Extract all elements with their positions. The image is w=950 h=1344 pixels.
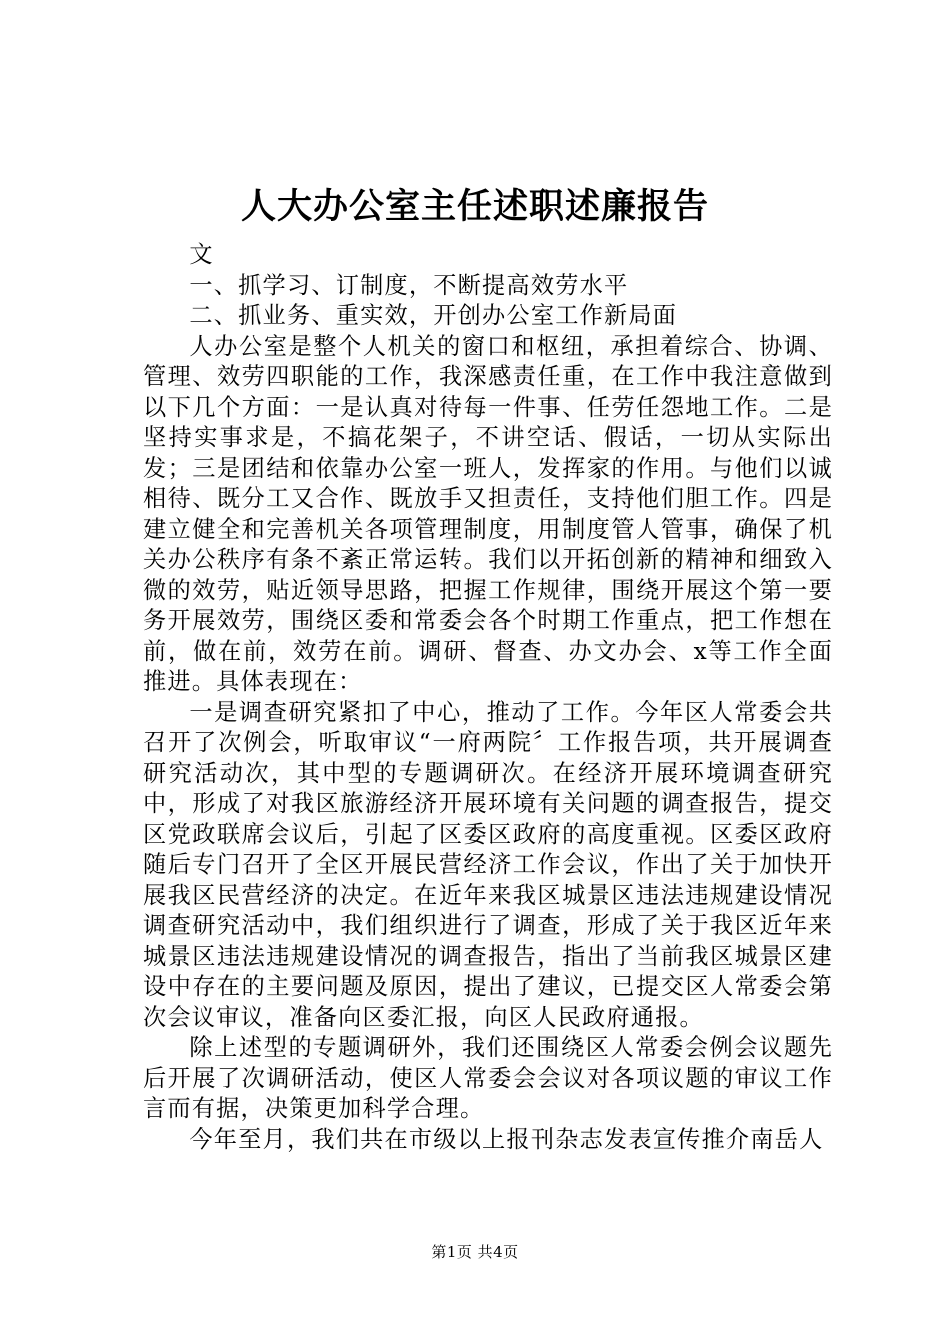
paragraph-office-duties: 人办公室是整个人机关的窗口和枢纽，承担着综合、协调、管理、效劳四职能的工作，我深感责任重，在工作中我注意做到以下几个方面：一是认真对待每一件事、任劳任怨地工作。二是坚持实事求是，不搞花架子，不讲空话、假话，一切从实际出发；三是团结和依靠办公室一班人，发挥家的作用。与他们以诚相待、既分工又合作、既放手又担责任，支持他们胆工作。四是建立健全和完善机关各项管理制度，用制度管人管事，确保了机关办公秩序有条不紊正常运转。我们以开拓创新的精神和细致入微的效劳，贴近领导思路，把握工作规律，围绕开展这个第一要务开展效劳，围绕区委和常委会各个时期工作重点，把工作想在前，做在前，效劳在前。调研、督查、办文办会、x等工作全面推进。具体表现在：: [143, 332, 833, 695]
paragraph-heading-1: 一、抓学习、订制度，不断提高效劳水平: [189, 271, 629, 299]
paragraph-research: 一是调查研究紧扣了中心，推动了工作。今年区人常委会共召开了次例会，听取审议“一府两院〞工作报告项，共开展调查研究活动次，其中型的专题调研次。在经济开展环境调查研究中，形成了对我区旅游经济开展环境有关问题的调查报告，提交区党政联席会议后，引起了区委区政府的高度重视。区委区政府随后专门召开了全区开展民营经济工作会议，作出了关于加快开展我区民营经济的决定。在近年来我区城景区违法违规建设情况调查研究活动中，我们组织进行了调查，形成了关于我区近年来城景区违法违规建设情况的调查报告，指出了当前我区城景区建设中存在的主要问题及原因，提出了建议，已提交区人常委会第次会议审议，准备向区委汇报，向区人民政府通报。: [143, 698, 833, 1031]
document-body: [143, 240, 833, 1155]
page-number-footer: 第1页 共4页: [431, 1243, 519, 1261]
paragraph-publicity: 今年至月，我们共在市级以上报刊杂志发表宣传推介南岳人: [189, 1125, 824, 1153]
document-title: 人大办公室主任述职述廉报告: [240, 186, 709, 227]
paragraph-additional-research: 除上述型的专题调研外，我们还围绕区人常委会例会议题先后开展了次调研活动，使区人常委会会议对各项议题的审议工作言而有据，决策更加科学合理。: [143, 1034, 833, 1122]
paragraph-heading-2: 二、抓业务、重实效，开创办公室工作新局面: [189, 302, 678, 329]
paragraph-author: 文: [189, 241, 214, 268]
